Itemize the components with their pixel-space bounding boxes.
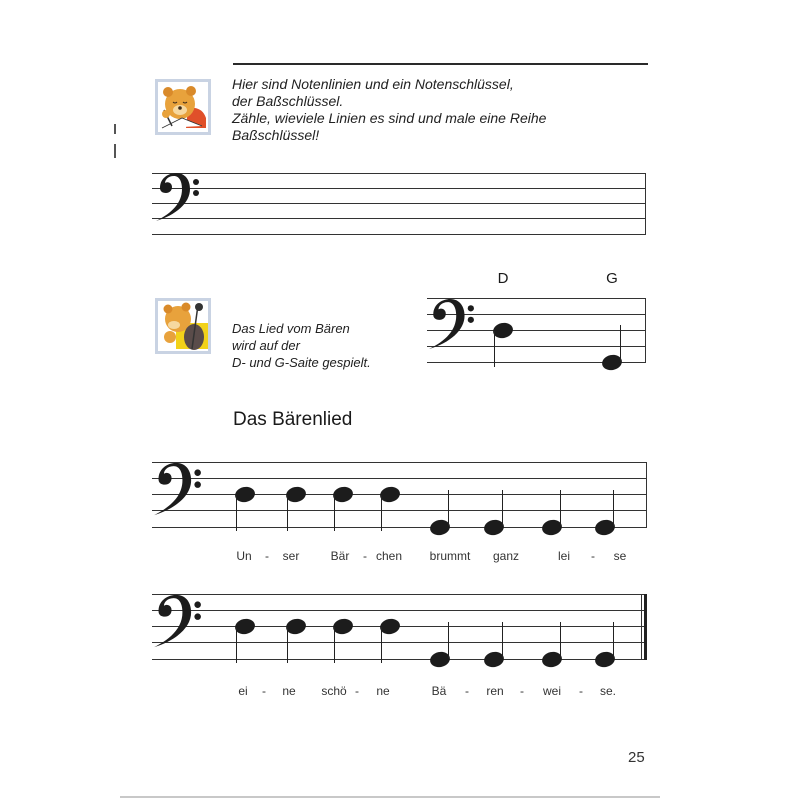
note-stem (381, 627, 382, 663)
note-stem (236, 495, 237, 531)
lyric-hyphen: - (262, 684, 266, 698)
bass-clef-icon (427, 296, 475, 352)
lyric-hyphen: - (363, 549, 367, 563)
exercise-2-instructions (232, 320, 371, 371)
string-label-d: D (497, 270, 509, 287)
margin-mark (114, 144, 116, 158)
lyric-syllable: se. (599, 684, 617, 698)
lyric-syllable: ren (486, 684, 504, 698)
bass-clef-icon (152, 460, 202, 518)
lyric-hyphen: - (265, 549, 269, 563)
lyric-syllable: lei (557, 549, 571, 563)
instruction-line: Zähle, wieviele Linien es sind und male eine Reihe (232, 110, 547, 126)
note-stem (613, 622, 614, 658)
bear-writing-icon (155, 79, 211, 135)
instruction-line: D- und G-Saite gespielt. (232, 355, 371, 370)
lyric-hyphen: - (355, 684, 359, 698)
note-stem (560, 490, 561, 526)
note-stem (334, 495, 335, 531)
lyric-syllable: schö (321, 684, 347, 698)
note-stem (287, 627, 288, 663)
instruction-line: Hier sind Notenlinien und ein Notenschlüssel, (232, 76, 514, 92)
string-label-g: G (606, 270, 618, 287)
song-title: Das Bärenlied (233, 409, 353, 430)
margin-mark (114, 124, 116, 134)
page-number: 25 (628, 749, 645, 766)
note-stem (448, 490, 449, 526)
song-staff-1 (152, 462, 647, 528)
instruction-line: Baßschlüssel! (232, 127, 320, 143)
note-stem (236, 627, 237, 663)
page-bottom-edge (120, 796, 660, 798)
instruction-line: Das Lied vom Bären (232, 321, 350, 336)
lyric-syllable: ei (238, 684, 248, 698)
lyric-hyphen: - (520, 684, 524, 698)
lyric-syllable: brummt (429, 549, 471, 563)
note-stem (334, 627, 335, 663)
practice-staff (152, 173, 646, 235)
bear-cello-icon (155, 298, 211, 354)
lyric-syllable: Bä (431, 684, 447, 698)
lyric-syllable: chen (375, 549, 403, 563)
final-barline-thin (641, 594, 642, 660)
lyric-syllable: se (613, 549, 627, 563)
lyric-syllable: ne (376, 684, 390, 698)
note-stem (448, 622, 449, 658)
note-stem (381, 495, 382, 531)
instruction-line: wird auf der (232, 338, 300, 353)
instruction-line: der Baßschlüssel. (232, 93, 344, 109)
note-stem (620, 325, 621, 361)
lyric-hyphen: - (591, 549, 595, 563)
note-stem (502, 622, 503, 658)
lyric-hyphen: - (579, 684, 583, 698)
song-staff-2 (152, 594, 647, 660)
note-stem (494, 331, 495, 367)
lyric-syllable: ser (282, 549, 300, 563)
note-stem (613, 490, 614, 526)
bass-clef-icon (154, 171, 200, 223)
note-stem (287, 495, 288, 531)
final-barline-thick (644, 594, 647, 660)
lyric-hyphen: - (465, 684, 469, 698)
lyric-syllable: Bär (330, 549, 350, 563)
note-stem (502, 490, 503, 526)
lyric-syllable: Un (236, 549, 252, 563)
note-stem (560, 622, 561, 658)
bass-clef-icon (152, 592, 202, 650)
top-rule (233, 63, 648, 65)
lyric-syllable: ganz (492, 549, 520, 563)
strings-staff (427, 298, 646, 363)
lyric-syllable: wei (542, 684, 562, 698)
exercise-1-instructions (232, 76, 546, 144)
lyric-syllable: ne (282, 684, 296, 698)
